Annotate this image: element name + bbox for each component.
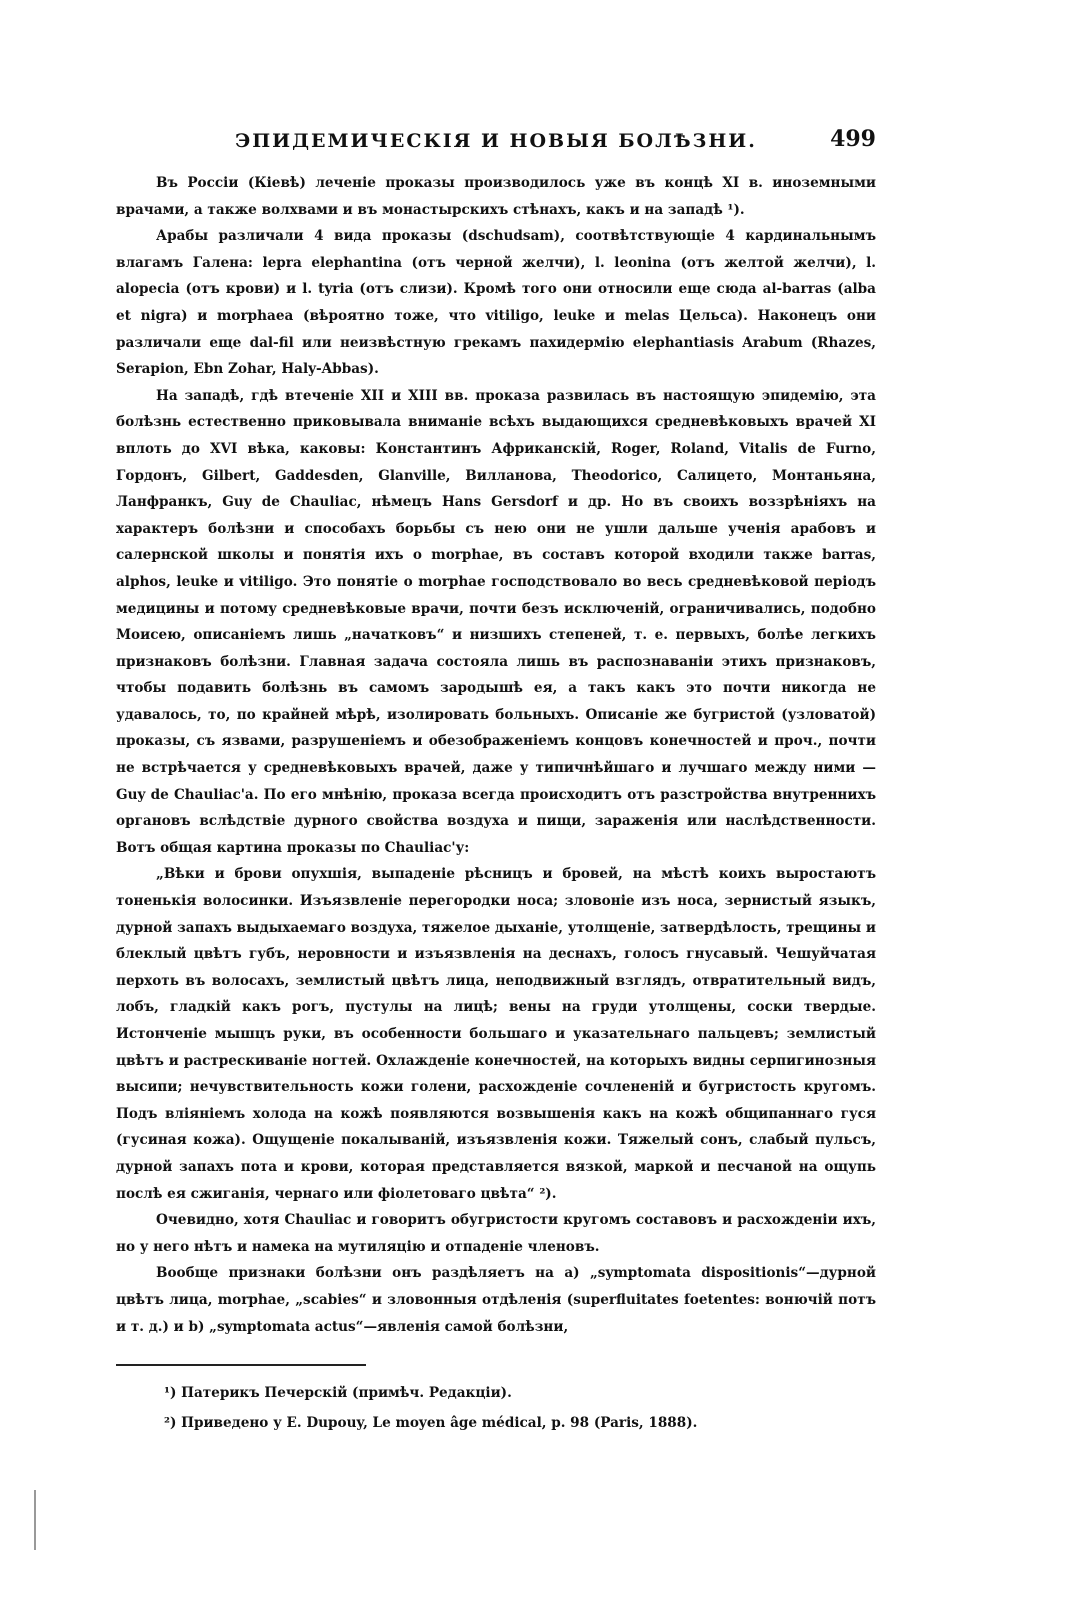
- footnotes: [116, 1378, 876, 1438]
- footnote: ¹) Патерикъ Печерскій (примѣч. Редакціи).: [164, 1384, 512, 1401]
- paragraph: Арабы различали 4 вида проказы (dschudsam), соотвѣтствующіе 4 кардинальнымъ влагамъ Галена: lepra elephantina (отъ черной желчи), l. leonina (отъ желтой желчи), l. alopecia (отъ крови) и l. tyria (отъ слизи). Кромѣ того они относили еще сюда al-barras (alba et nigra) и morphaea (вѣроятно тоже, что vitiligo, leuke и melas Цельса). Наконецъ они различали еще dal-fil или неизвѣстную грекамъ пахидермію elephantiasis Arabum (Rhazes, Serapion, Ebn Zohar, Haly-Abbas).: [116, 228, 876, 378]
- paragraph: Вообще признаки болѣзни онъ раздѣляетъ на a) „symptomata dispositionis“—дурной цвѣтъ лица, morphae, „scabies“ и зловонныя отдѣленія (superfluitates foetentes: вонючій потъ и т. д.) и b) „symptomata actus“—явленія самой болѣзни,: [116, 1265, 876, 1335]
- quotation-paragraph: „Вѣки и брови опухшія, выпаденіе рѣсницъ и бровей, на мѣстѣ коихъ выростаютъ тоненькія волосинки. Изъязвленіе перегородки носа; зловоніе изъ носа, зернистый языкъ, дурной запахъ выдыхаемаго воздуха, тяжелое дыханіе, утолщеніе, затвердѣлость, трещины и блеклый цвѣтъ губъ, неровности и изъязвленія на деснахъ, голосъ гнусавый. Чешуйчатая перхоть въ волосахъ, землистый цвѣтъ лица, неподвижный взглядъ, отвратительный видъ, лобъ, гладкій какъ рогъ, пустулы на лицѣ; вены на груди утолщены, соски твердые. Истонченіе мышцъ руки, въ особенности большаго и указательнаго пальцевъ; землистый цвѣтъ и растрескиваніе ногтей. Охлажденіе конечностей, на которыхъ видны серпигинозныя высипи; нечувствительность кожи голени, расхожденіе сочлененій и бугристость кругомъ. Подъ вліяніемъ холода на кожѣ появляются возвышенія какъ на кожѣ общипаннаго гуся (гусиная кожа). Ощущеніе покалываній, изъязвленія кожи. Тяжелый сонъ, слабый пульсъ, дурной запахъ пота и крови, которая представляется вязкой, маркой и песчаной на ощупь послѣ ея сжиганія, чернаго или фіолетоваго цвѣта“ ²).: [116, 866, 876, 1202]
- paragraph: На западѣ, гдѣ втеченіе XII и XIII вв. проказа развилась въ настоящую эпидемію, эта болѣзнь естественно приковывала вниманіе всѣхъ выдающихся средневѣковыхъ врачей XI вплоть до XVI вѣка, каковы: Константинъ Африканскій, Roger, Roland, Vitalis de Furno, Гордонъ, Gilbert, Gaddesden, Glanville, Вилланова, Theodorico, Салицето, Монтаньяна, Ланфранкъ, Guy de Chauliac, нѣмецъ Hans Gersdorf и др. Но въ своихъ воззрѣніяхъ на характеръ болѣзни и способахъ борьбы съ нею они не ушли дальше ученія арабовъ и салернской школы и понятія ихъ о morphae, въ составъ которой входили также barras, alphos, leuke и vitiligo. Это понятіе о morphae господствовало во весь средневѣковой періодъ медицины и потому средневѣковые врачи, почти безъ исключеній, ограничивались, подобно Моисею, описаніемъ лишь „начатковъ“ и низшихъ степеней, т. е. первыхъ, болѣе легкихъ признаковъ болѣзни. Главная задача состояла лишь въ распознаваніи этихъ признаковъ, чтобы подавить болѣзнь въ самомъ зародышѣ ея, а такъ какъ это почти никогда не удавалось, то, по крайней мѣрѣ, изолировать больныхъ. Описаніе же бугристой (узловатой) проказы, съ язвами, разрушеніемъ и обезображеніемъ концовъ конечностей и проч., почти не встрѣчается у средневѣковыхъ врачей, даже у типичнѣйшаго и лучшаго между ними — Guy de Chauliac'а. По его мнѣнію, проказа всегда происходитъ отъ разстройства внутреннихъ органовъ вслѣдствіе дурного свойства воздуха и пищи, зараженія или наслѣдственности. Вотъ общая картина проказы по Chauliac'у:: [116, 387, 876, 856]
- footnote: ²) Приведено у E. Dupouy, Le moyen âge médical, p. 98 (Paris, 1888).: [164, 1414, 698, 1431]
- paragraph: Въ Россіи (Кіевѣ) леченіе проказы производилось уже въ концѣ XI в. иноземными врачами, а также волхвами и въ монастырскихъ стѣнахъ, какъ и на западѣ ¹).: [116, 175, 876, 218]
- page-number: 499: [830, 126, 876, 152]
- body-text: [116, 170, 876, 1340]
- footnote-rule: [116, 1364, 366, 1366]
- page-header: [116, 126, 876, 170]
- book-page: [116, 126, 876, 1438]
- running-head: ЭПИДЕМИЧЕСКІЯ И НОВЫЯ БОЛѢЗНИ.: [235, 130, 757, 152]
- paragraph: Очевидно, хотя Chauliac и говоритъ обугристости кругомъ составовъ и расхожденіи ихъ, но у него нѣтъ и намека на мутиляцію и отпаденіе членовъ.: [116, 1212, 876, 1255]
- scan-edge-mark: [34, 1490, 36, 1550]
